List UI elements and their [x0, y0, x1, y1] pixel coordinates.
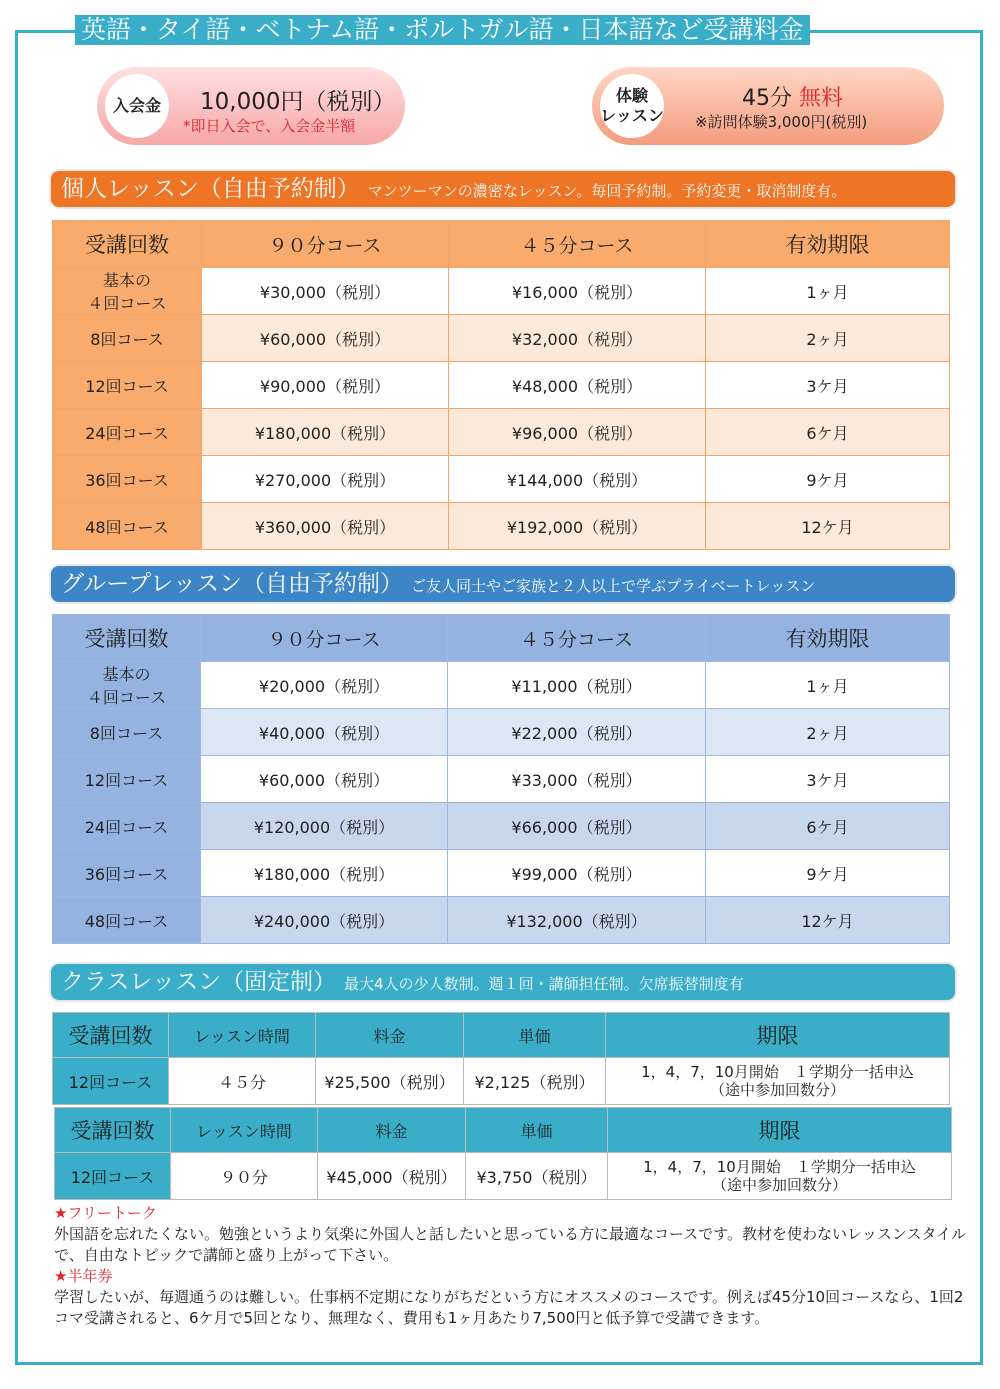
price-90: ¥60,000（税別）: [201, 756, 448, 803]
table-header-row: [55, 1108, 952, 1153]
header-limit: 期限: [608, 1108, 952, 1153]
header-time: レッスン時間: [171, 1108, 318, 1153]
validity: 6ケ月: [706, 803, 950, 850]
trial-note: ※訪問体験3,000円(税別): [695, 113, 868, 131]
header-90min: ９０分コース: [202, 221, 449, 268]
page-title: 英語・タイ語・ベトナム語・ポルトガル語・日本語など受講料金: [75, 15, 810, 45]
price-45: ¥99,000（税別）: [448, 850, 706, 897]
row-label: 36回コース: [53, 456, 202, 503]
class-price-table-45: [52, 1012, 950, 1105]
row-label: 48回コース: [53, 897, 201, 944]
table-header-row: [53, 615, 950, 662]
row-label: 8回コース: [53, 315, 202, 362]
header-45min: ４５分コース: [449, 221, 706, 268]
table-row: [53, 268, 950, 315]
table-row: [53, 803, 950, 850]
row-label-line2: ４回コース: [86, 688, 167, 707]
table-row: [53, 897, 950, 944]
validity: 9ケ月: [706, 456, 950, 503]
class-lesson-banner: [51, 964, 955, 1000]
row-label: 12回コース: [53, 756, 201, 803]
header-unit: 単価: [464, 1013, 606, 1058]
validity: 2ヶ月: [706, 315, 950, 362]
table-row: [55, 1153, 952, 1200]
validity: 3ケ月: [706, 362, 950, 409]
header-price: 料金: [318, 1108, 466, 1153]
table-row: [53, 503, 950, 550]
validity: 9ケ月: [706, 850, 950, 897]
lesson-time: ９０分: [171, 1153, 318, 1200]
unit-price: ¥2,125（税別）: [464, 1058, 606, 1105]
price-45: ¥48,000（税別）: [449, 362, 706, 409]
row-label: 12回コース: [53, 362, 202, 409]
row-label: 48回コース: [53, 503, 202, 550]
trial-label-line2: レッスン: [600, 106, 664, 125]
header-time: レッスン時間: [169, 1013, 316, 1058]
price-45: ¥66,000（税別）: [448, 803, 706, 850]
row-label: 8回コース: [53, 709, 201, 756]
limit-line2: （途中参加回数分）: [711, 1176, 847, 1194]
validity: 1ヶ月: [706, 662, 950, 709]
header-price: 料金: [316, 1013, 464, 1058]
table-row: [53, 315, 950, 362]
row-label: 12回コース: [53, 1058, 169, 1105]
trial-duration: [742, 81, 843, 112]
price: ¥25,500（税別）: [316, 1058, 464, 1105]
class-subtitle: 最大4人の少人数制。週１回・講師担任制。欠席振替制度有: [344, 975, 744, 993]
header-45min: ４５分コース: [448, 615, 706, 662]
unit-price: ¥3,750（税別）: [466, 1153, 608, 1200]
header-count: 受講回数: [55, 1108, 171, 1153]
limit: [606, 1058, 950, 1105]
table-row: [53, 456, 950, 503]
individual-lesson-banner: [51, 171, 955, 207]
table-row: [53, 756, 950, 803]
price-45: ¥132,000（税別）: [448, 897, 706, 944]
limit-line1: 1，4，7，10月開始 １学期分一括申込: [643, 1158, 916, 1176]
price-90: ¥270,000（税別）: [202, 456, 449, 503]
price-90: ¥180,000（税別）: [201, 850, 448, 897]
row-label: 12回コース: [55, 1153, 171, 1200]
row-label-line1: 基本の: [102, 665, 151, 684]
price-45: ¥33,000（税別）: [448, 756, 706, 803]
notes-section: [54, 1203, 974, 1329]
trial-lesson-box: [592, 67, 944, 145]
price-45: ¥96,000（税別）: [449, 409, 706, 456]
header-validity: 有効期限: [706, 615, 950, 662]
entry-fee-note: *即日入会で、入会金半額: [183, 117, 356, 135]
price-90: ¥180,000（税別）: [202, 409, 449, 456]
half-year-body: 学習したいが、毎週通うのは難しい。仕事柄不定期になりがちだという方にオススメのコースです。例えば45分10回コースなら、1回2コマ受講されると、6ケ月で5回となり、無理なく、費用も1ヶ月あたり7,500円と低予算で受講できます。: [54, 1288, 964, 1327]
header-count: 受講回数: [53, 1013, 169, 1058]
row-label-line2: ４回コース: [87, 294, 167, 313]
price-90: ¥360,000（税別）: [202, 503, 449, 550]
entry-fee-label: 入会金: [105, 74, 169, 138]
trial-duration-text: 45分: [742, 86, 792, 111]
validity: 2ヶ月: [706, 709, 950, 756]
trial-label-line1: 体験: [615, 86, 648, 105]
row-label: 36回コース: [53, 850, 201, 897]
header-count: 受講回数: [53, 615, 201, 662]
free-talk-body: 外国語を忘れたくない。勉強というより気楽に外国人と話したいと思っている方に最適なコースです。教材を使わないレッスンスタイルで、自由なトピックで講師と盛り上がって下さい。: [54, 1225, 967, 1264]
price: ¥45,000（税別）: [318, 1153, 466, 1200]
trial-free: 無料: [799, 86, 844, 111]
limit: [608, 1153, 952, 1200]
validity: 12ケ月: [706, 503, 950, 550]
price-45: ¥16,000（税別）: [449, 268, 706, 315]
half-year-title: ★半年券: [54, 1267, 113, 1285]
price-90: ¥240,000（税別）: [201, 897, 448, 944]
header-count: 受講回数: [53, 221, 202, 268]
price-90: ¥60,000（税別）: [202, 315, 449, 362]
validity: 3ケ月: [706, 756, 950, 803]
group-price-table: [52, 614, 950, 944]
price-90: ¥20,000（税別）: [201, 662, 448, 709]
price-45: ¥22,000（税別）: [448, 709, 706, 756]
table-row: [53, 850, 950, 897]
row-label-line1: 基本の: [102, 271, 151, 290]
class-price-table-90: [54, 1107, 952, 1200]
row-label: [53, 662, 201, 709]
validity: 6ケ月: [706, 409, 950, 456]
individual-title: 個人レッスン（自由予約制）: [61, 176, 360, 202]
row-label: 24回コース: [53, 803, 201, 850]
price-45: ¥11,000（税別）: [448, 662, 706, 709]
header-validity: 有効期限: [706, 221, 950, 268]
group-title: グループレッスン（自由予約制）: [61, 571, 404, 597]
price-90: ¥90,000（税別）: [202, 362, 449, 409]
limit-line2: （途中参加回数分）: [709, 1081, 845, 1099]
entry-fee-box: [97, 67, 405, 145]
group-subtitle: ご友人同士やご家族と２人以上で学ぶプライベートレッスン: [411, 577, 816, 595]
trial-label: [600, 74, 664, 138]
table-header-row: [53, 1013, 950, 1058]
row-label: [53, 268, 202, 315]
individual-price-table: [52, 220, 950, 550]
header-90min: ９０分コース: [201, 615, 448, 662]
table-row: [53, 409, 950, 456]
price-90: ¥30,000（税別）: [202, 268, 449, 315]
table-row: [53, 662, 950, 709]
price-90: ¥120,000（税別）: [201, 803, 448, 850]
row-label: 24回コース: [53, 409, 202, 456]
price-45: ¥32,000（税別）: [449, 315, 706, 362]
price-45: ¥144,000（税別）: [449, 456, 706, 503]
table-row: [53, 362, 950, 409]
class-title: クラスレッスン（固定制）: [61, 969, 337, 995]
lesson-time: ４５分: [169, 1058, 316, 1105]
price-45: ¥192,000（税別）: [449, 503, 706, 550]
validity: 12ケ月: [706, 897, 950, 944]
table-header-row: [53, 221, 950, 268]
header-limit: 期限: [606, 1013, 950, 1058]
table-row: [53, 1058, 950, 1105]
validity: 1ヶ月: [706, 268, 950, 315]
free-talk-title: ★フリートーク: [54, 1204, 157, 1222]
group-lesson-banner: [51, 566, 955, 602]
table-row: [53, 709, 950, 756]
individual-subtitle: マンツーマンの濃密なレッスン。毎回予約制。予約変更・取消制度有。: [367, 182, 847, 200]
entry-fee-amount: 10,000円（税別）: [200, 89, 396, 115]
limit-line1: 1，4，7，10月開始 １学期分一括申込: [641, 1063, 914, 1081]
price-90: ¥40,000（税別）: [201, 709, 448, 756]
header-unit: 単価: [466, 1108, 608, 1153]
